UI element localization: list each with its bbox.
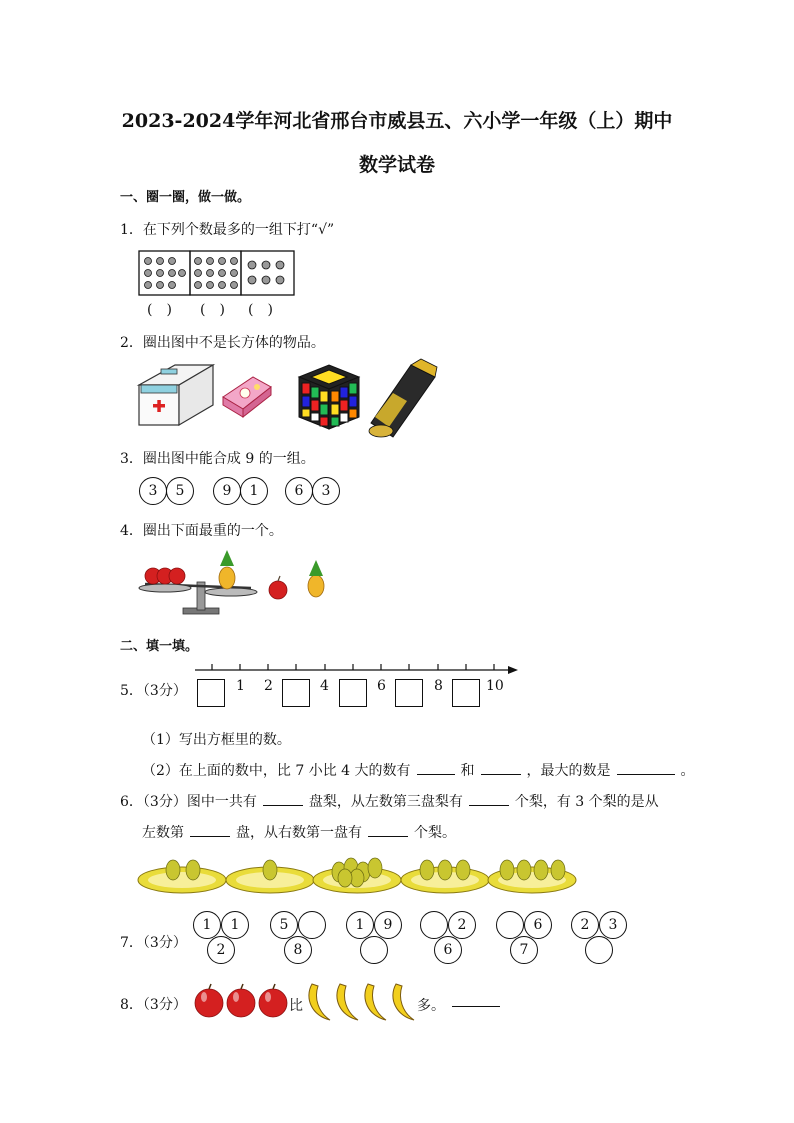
q7-g1-top-right: 1 (221, 911, 249, 939)
question-7-label: 7．（3分） (120, 935, 187, 951)
q6-label: 6．（3分） (120, 794, 187, 810)
q1-answer-paren-3[interactable]: ( ) (248, 302, 273, 318)
pineapple-single-icon (308, 560, 324, 597)
question-4: 4．圈出下面最重的一个。 (120, 523, 283, 539)
q7-g1-top-left: 1 (193, 911, 221, 939)
q7-g5-bottom: 7 (510, 936, 538, 964)
q6-text-f: 个梨。 (414, 825, 456, 841)
q7-g5-top-right: 6 (524, 911, 552, 939)
q1-answer-paren-1[interactable]: ( ) (147, 302, 172, 318)
q5-blank-1[interactable] (417, 761, 455, 775)
q3-pair-1-left[interactable]: 3 (139, 477, 167, 505)
q5-blank-3[interactable] (617, 761, 675, 775)
bananas-figure (302, 980, 418, 1024)
q7-g6-top-left: 2 (571, 911, 599, 939)
tick-label-1: 1 (236, 678, 245, 694)
exam-title-line2: 数学试卷 (358, 154, 435, 176)
q7-g3-top-right: 9 (374, 911, 402, 939)
section-2-heading: 二、填一填。 (120, 639, 199, 654)
q3-pair-3-right[interactable]: 3 (312, 477, 340, 505)
question-6-line2 (142, 822, 456, 842)
question-8-label: 8．（3分） (120, 997, 187, 1013)
tick-label-10: 10 (486, 678, 504, 694)
number-line-box-1[interactable] (197, 679, 225, 707)
question-5-label: 5．（3分） (120, 683, 187, 699)
apple-icon (195, 989, 287, 1017)
q7-g3-top-left: 1 (346, 911, 374, 939)
q7-g2-top-left: 5 (270, 911, 298, 939)
q5-sub2-text-d: 。 (680, 763, 695, 779)
number-line (190, 660, 520, 680)
question-6-line1 (120, 791, 659, 811)
q6-text-d: 左数第 (142, 825, 184, 841)
q7-g1-bottom: 2 (207, 936, 235, 964)
q8-bi-text: 比 (289, 998, 303, 1014)
q3-pair-2-right[interactable]: 1 (240, 477, 268, 505)
tick-label-2: 2 (264, 678, 273, 694)
apples-figure (193, 983, 289, 1019)
balance-scale-icon (139, 582, 257, 614)
q5-subquestion-2 (142, 760, 695, 780)
dot-groups-figure (138, 250, 298, 298)
q7-g3-bottom-blank[interactable] (360, 936, 388, 964)
q6-text-e: 盘，从右数第一盘有 (236, 825, 362, 841)
q3-pair-2-left[interactable]: 9 (213, 477, 241, 505)
q7-g4-top-left-blank[interactable] (420, 911, 448, 939)
q7-g2-top-right-blank[interactable] (298, 911, 326, 939)
q5-sub2-text-b: 和 (460, 763, 475, 779)
q8-duo-text: 多。 (417, 998, 445, 1014)
number-line-box-4[interactable] (395, 679, 423, 707)
rubiks-cube-icon (299, 365, 359, 429)
question-3: 3．圈出图中能合成 9 的一组。 (120, 451, 315, 467)
q7-g4-top-right: 2 (448, 911, 476, 939)
q6-blank-3[interactable] (190, 823, 230, 837)
tick-label-4: 4 (320, 678, 329, 694)
q7-g6-bottom-blank[interactable] (585, 936, 613, 964)
question-2: 2．圈出图中不是长方体的物品。 (120, 335, 325, 351)
pear-plates-figure (137, 850, 582, 900)
section-1-heading: 一、圈一圈，做一做。 (120, 190, 251, 205)
balance-figure (135, 548, 330, 620)
q7-g6-top-right: 3 (599, 911, 627, 939)
q8-answer-blank[interactable] (452, 1006, 500, 1007)
question-1: 1．在下列个数最多的一组下打“√” (120, 222, 335, 238)
first-aid-box-icon (139, 365, 213, 425)
exam-title-line1: 2023-2024学年河北省邢台市威县五、六小学一年级（上）期中 (121, 110, 673, 132)
q6-blank-2[interactable] (469, 792, 509, 806)
q3-pair-3-left[interactable]: 6 (285, 477, 313, 505)
q7-g2-bottom: 8 (284, 936, 312, 964)
q1-answer-paren-2[interactable]: ( ) (200, 302, 225, 318)
objects-figure (135, 357, 440, 441)
q6-blank-4[interactable] (368, 823, 408, 837)
apple-icon (145, 568, 185, 584)
tick-label-8: 8 (434, 678, 443, 694)
q5-subquestion-1: （1）写出方框里的数。 (142, 732, 291, 748)
q6-text-a: 图中一共有 (186, 794, 257, 810)
pineapple-icon (219, 550, 235, 589)
q7-g5-top-left-blank[interactable] (496, 911, 524, 939)
number-line-box-2[interactable] (282, 679, 310, 707)
q5-sub2-text-a: （2）在上面的数中，比 7 小比 4 大的数有 (142, 763, 411, 779)
spray-can-icon (369, 359, 437, 437)
number-line-box-5[interactable] (452, 679, 480, 707)
number-line-box-3[interactable] (339, 679, 367, 707)
tick-label-6: 6 (377, 678, 386, 694)
q6-blank-1[interactable] (263, 792, 303, 806)
q3-pair-1-right[interactable]: 5 (166, 477, 194, 505)
q6-text-c: 个梨，有 3 个梨的是从 (514, 794, 659, 810)
q7-g4-bottom: 6 (434, 936, 462, 964)
q5-blank-2[interactable] (481, 761, 521, 775)
apple-single-icon (269, 576, 287, 599)
pencil-case-icon (223, 377, 271, 417)
banana-icon (309, 984, 414, 1020)
q6-text-b: 盘梨，从左数第三盘梨有 (308, 794, 463, 810)
q5-sub2-text-c: ，最大的数是 (526, 763, 611, 779)
